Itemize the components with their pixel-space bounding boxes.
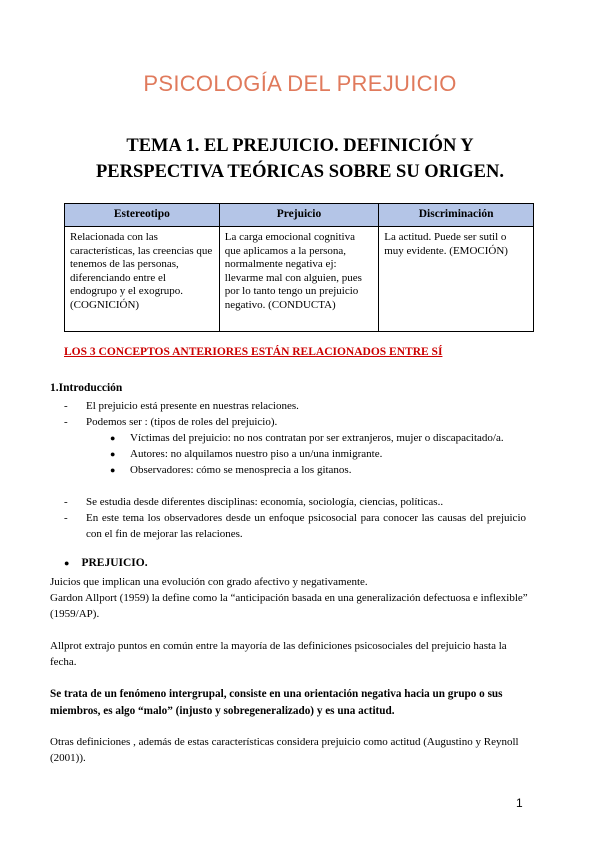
list-item: - Podemos ser : (tipos de roles del prejuicio). xyxy=(64,414,526,430)
cell-discriminacion: La actitud. Puede ser sutil o muy evidente. (EMOCIÓN) xyxy=(379,227,534,332)
cell-estereotipo: Relacionada con las características, las creencias que tenemos de las personas, diferenciando entre el endogrupo y el exogrupo. (COGNICIÓN) xyxy=(65,227,220,332)
cell-prejuicio: La carga emocional cognitiva que aplicamos a la persona, normalmente negativa ej: llevarme mal con alguien, pues por lo tanto tengo un prejuicio negativo. (CONDUCTA) xyxy=(219,227,378,332)
prejuicio-heading xyxy=(64,557,148,569)
prejuicio-para-3: Allprot extrajo puntos en común entre la mayoría de las definiciones psicosociales del prejuicio hasta la fecha. xyxy=(50,640,507,668)
prejuicio-para-5: Otras definiciones , además de estas características considera prejuicio como actitud (Augustino y Reynoll (2001)). xyxy=(50,736,519,764)
header-estereotipo: Estereotipo xyxy=(65,204,220,227)
prejuicio-para-2: Gardon Allport (1959) la define como la “anticipación basada en una generalización defectuosa e inflexible” (1959/AP). xyxy=(50,592,528,620)
bullet-icon: ● xyxy=(64,558,70,568)
prejuicio-para-1: Juicios que implican una evolución con grado afectivo y negativamente. xyxy=(50,576,368,588)
page-title: PSICOLOGÍA DEL PREJUICIO xyxy=(143,71,457,96)
intro-list-more xyxy=(64,494,526,542)
list-item: ● Observadores: cómo se menosprecia a los gitanos. xyxy=(108,462,526,478)
intro-list xyxy=(64,398,526,430)
list-item: - El prejuicio está presente en nuestras relaciones. xyxy=(64,398,526,414)
list-item: - Se estudia desde diferentes disciplinas: economía, sociología, ciencias, políticas.. xyxy=(64,494,526,510)
list-item: - En este tema los observadores desde un enfoque psicosocial para conocer las causas del prejuicio con el fin de mejorar las relaciones. xyxy=(64,510,526,542)
intro-heading: 1.Introducción xyxy=(50,382,123,394)
concepts-note: LOS 3 CONCEPTOS ANTERIORES ESTÁN RELACIONADOS ENTRE SÍ xyxy=(64,346,443,358)
section-heading-line2: PERSPECTIVA TEÓRICAS SOBRE SU ORIGEN. xyxy=(96,162,504,182)
roles-list xyxy=(108,430,526,478)
page-number: 1 xyxy=(516,796,523,810)
prejuicio-heading-text: PREJUICIO. xyxy=(81,557,148,569)
table-header-row xyxy=(65,204,534,227)
table-row xyxy=(65,227,534,332)
section-heading xyxy=(20,133,580,185)
list-item: ● Autores: no alquilamos nuestro piso a un/una inmigrante. xyxy=(108,446,526,462)
header-discriminacion: Discriminación xyxy=(379,204,534,227)
header-prejuicio: Prejuicio xyxy=(219,204,378,227)
section-heading-line1: TEMA 1. EL PREJUICIO. DEFINICIÓN Y xyxy=(126,136,474,156)
concepts-table xyxy=(64,203,534,332)
list-item: ● Víctimas del prejuicio: no nos contratan por ser extranjeros, mujer o discapacitado/a. xyxy=(108,430,526,446)
prejuicio-para-4: Se trata de un fenómeno intergrupal, consiste en una orientación negativa hacia un grupo o sus miembros, es algo “malo” (injusto y sobregeneralizado) y es una actitud. xyxy=(50,688,503,717)
